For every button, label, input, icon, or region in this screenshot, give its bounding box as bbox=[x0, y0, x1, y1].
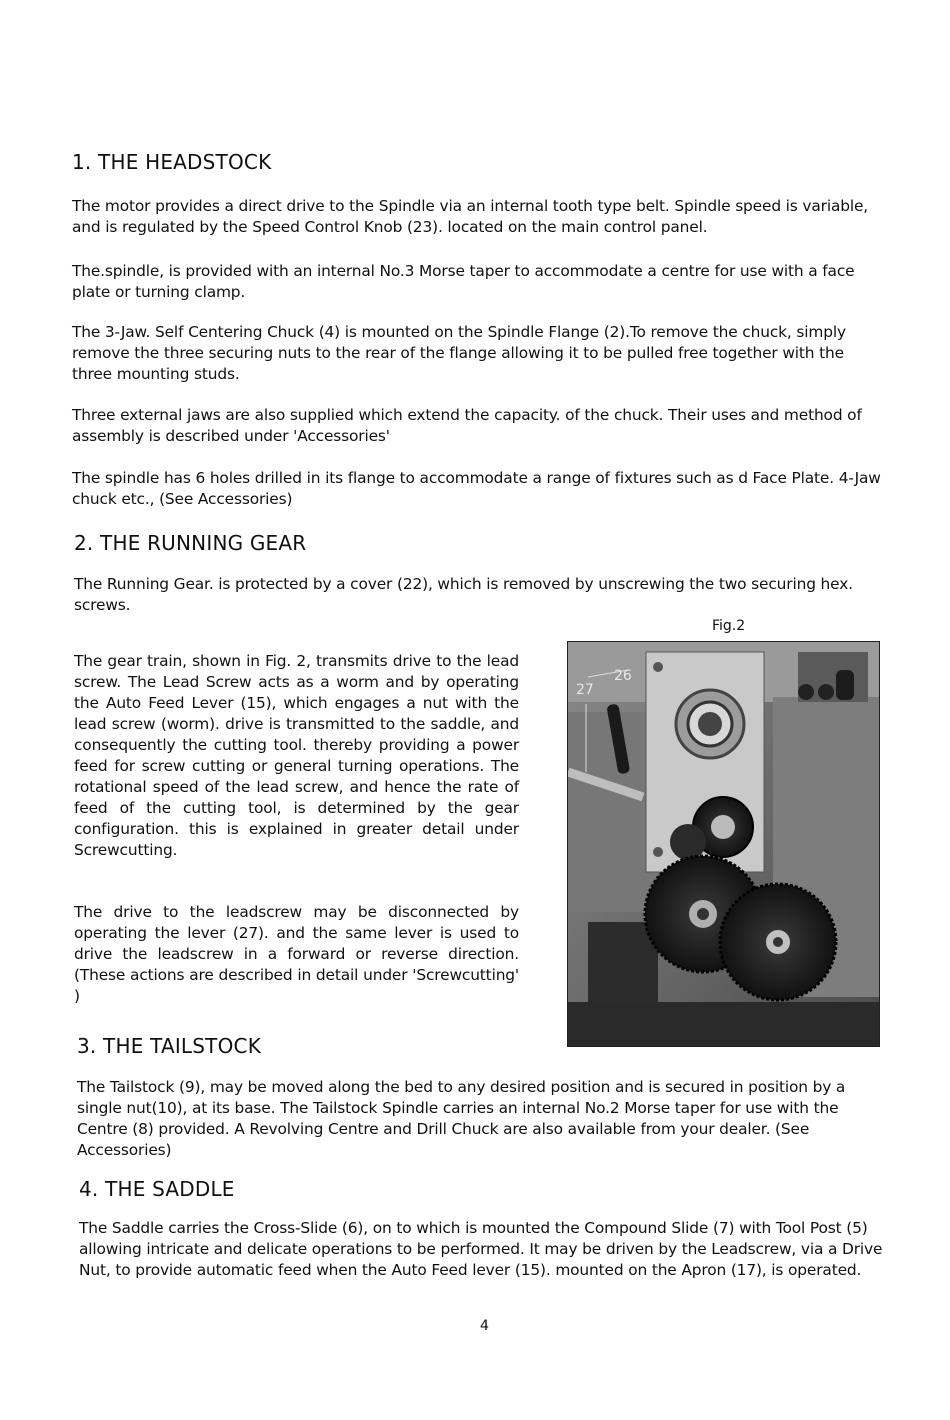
figure-label-27: 27 bbox=[576, 682, 594, 698]
paragraph: Three external jaws are also supplied which extend the capacity. of the chuck. Their uses and method of assembly is described under 'Accessories' bbox=[72, 406, 862, 445]
figure-label-26: 26 bbox=[614, 668, 632, 684]
heading-saddle: 4. THE SADDLE bbox=[79, 1177, 235, 1201]
paragraph: The Saddle carries the Cross-Slide (6), on to which is mounted the Compound Slide (7) with Tool Post (5) allowing intricate and delicate operations to be performed. It may be driven by the Leadscrew, via a Drive Nut, to provide automatic feed when the Auto Feed lever (15). mounted on the Apron (17), is operated. bbox=[79, 1219, 883, 1279]
page-number: 4 bbox=[480, 1318, 489, 1334]
figure-gear-train-photo bbox=[567, 641, 880, 1047]
paragraph: The motor provides a direct drive to the Spindle via an internal tooth type belt. Spindle speed is variable, and is regulated by the Speed Control Knob (23). located on the main control panel. bbox=[72, 197, 869, 236]
heading-headstock: 1. THE HEADSTOCK bbox=[72, 150, 272, 174]
paragraph: The Tailstock (9), may be moved along the bed to any desired position and is secured in position by a single nut(10), at its base. The Tailstock Spindle carries an internal No.2 Morse taper for use with the Centre (8) provided. A Revolving Centre and Drill Chuck are also available from your dealer. (See Accessories) bbox=[77, 1078, 846, 1159]
figure-caption: Fig.2 bbox=[712, 618, 746, 634]
heading-tailstock: 3. THE TAILSTOCK bbox=[77, 1034, 262, 1058]
paragraph: The Running Gear. is protected by a cover (22), which is removed by unscrewing the two securing hex. screws. bbox=[74, 575, 853, 614]
paragraph: The gear train, shown in Fig. 2, transmits drive to the lead screw. The Lead Screw acts as a worm and by operating the Auto Feed Lever (15), which engages a nut with the lead screw (worm). drive is transmitted to the saddle, and consequently the cutting tool. thereby providing a power feed for screw cutting or general turning operations. The rotational speed of the lead screw, and hence the rate of feed of the cutting tool, is determined by the gear configuration. this is explained in greater detail under Screwcutting. bbox=[74, 652, 519, 859]
paragraph: The 3-Jaw. Self Centering Chuck (4) is mounted on the Spindle Flange (2).To remove the chuck, simply remove the three securing nuts to the rear of the flange allowing it to be pulled free together with the three mounting studs. bbox=[72, 323, 846, 383]
heading-running-gear: 2. THE RUNNING GEAR bbox=[74, 531, 307, 555]
paragraph: The.spindle, is provided with an internal No.3 Morse taper to accommodate a centre for use with a face plate or turning clamp. bbox=[72, 262, 855, 301]
paragraph: The spindle has 6 holes drilled in its flange to accommodate a range of fixtures such as d Face Plate. 4-Jaw chuck etc., (See Accessories) bbox=[72, 469, 881, 508]
paragraph: The drive to the leadscrew may be disconnected by operating the lever (27). and the same lever is used to drive the leadscrew in a forward or reverse direction. (These actions are described in detail under 'Screwcutting' ) bbox=[74, 903, 519, 1005]
gear-train-illustration bbox=[568, 642, 880, 1047]
